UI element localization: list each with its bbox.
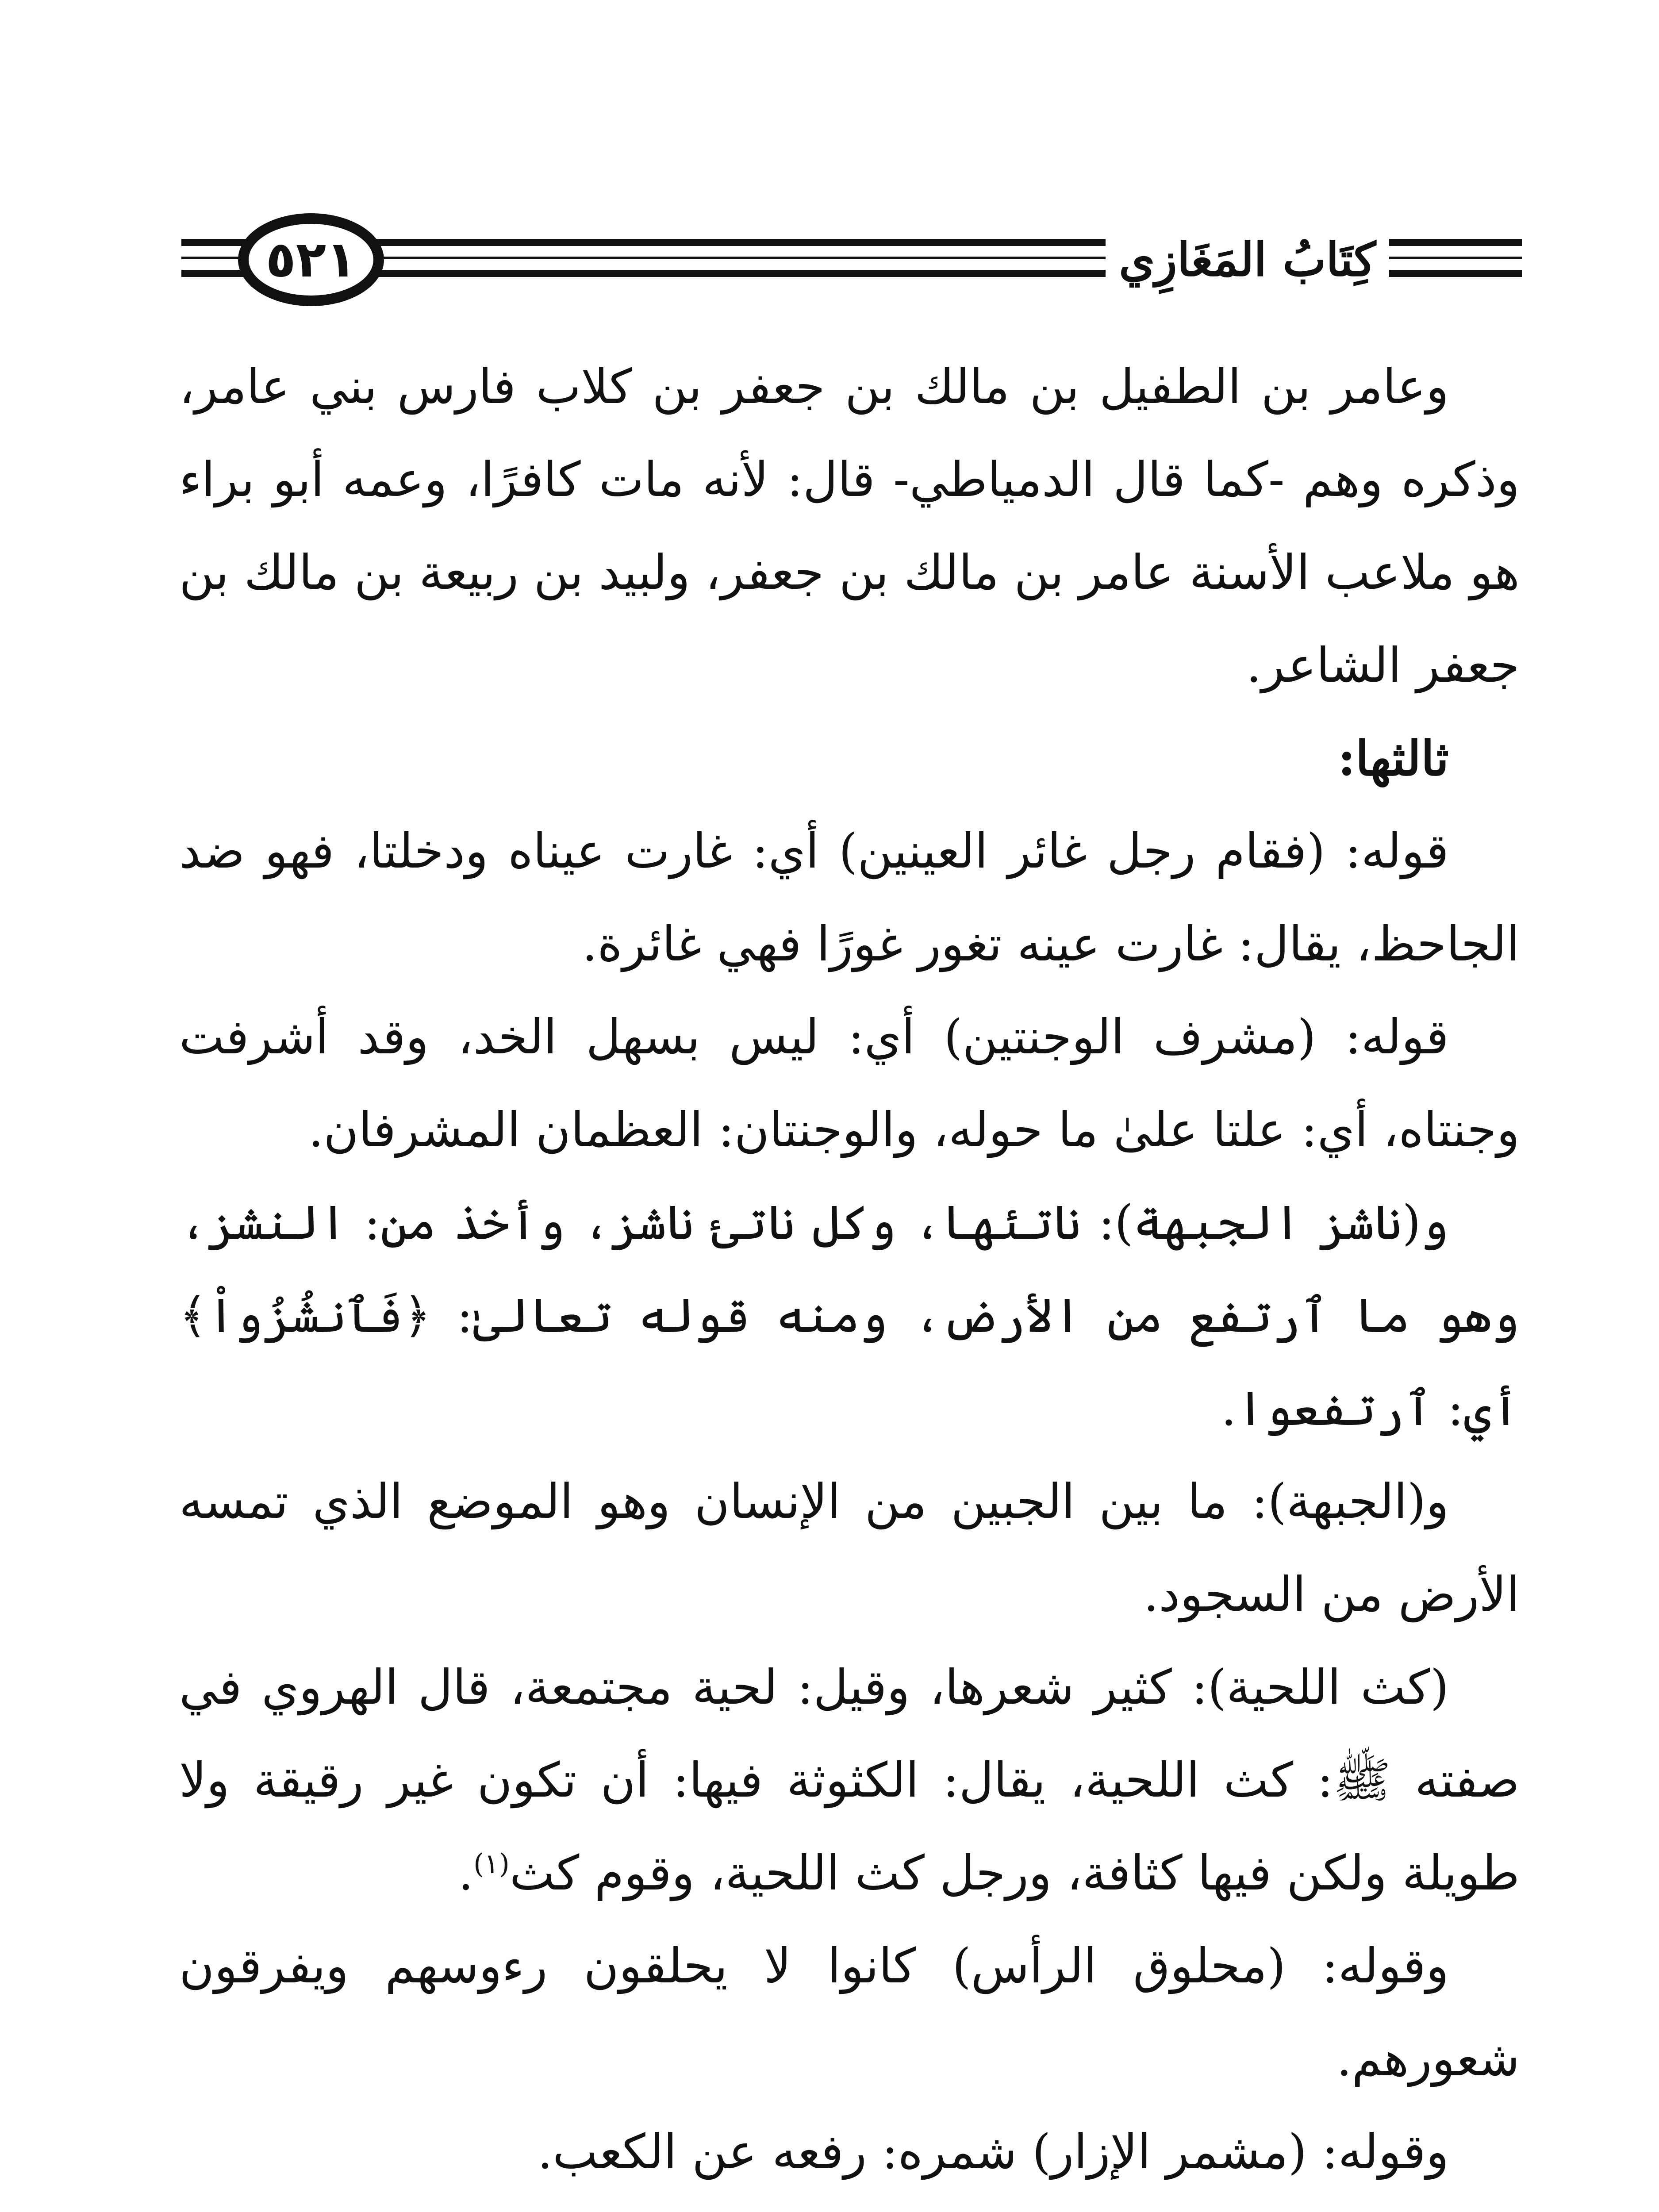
paragraph-text: (كث اللحية): كثير شعرها، وقيل: لحية مجتمعة، قال الهروي في صفته ﷺ: كث اللحية، يقال: الكثوثة فيها: أن تكون غير رقيقة ولا طويلة ولكن فيها كثافة، ورجل كث اللحية، وقوم كث <box>179 1660 1520 1901</box>
page-number: ٥٢١ <box>265 231 357 288</box>
paragraph: وقوله: (مشمر الإزار) شمره: رفعه عن الكعب. <box>537 2124 1449 2180</box>
page-header <box>181 199 1522 319</box>
paragraph: وقوله: (محلوق الرأس) كانوا لا يحلقون رءوسهم ويفرقون شعورهم. <box>179 1939 1520 2087</box>
paragraph-end: . <box>458 1846 474 1901</box>
main-text <box>179 341 1520 2212</box>
paragraph-with-footnote <box>179 1641 1520 1920</box>
paragraph: و(الجبهة): ما بين الجبين من الإنسان وهو الموضع الذي تمسه الأرض من السجود. <box>179 1474 1520 1622</box>
section-heading <box>179 2199 1520 2212</box>
section-heading: ثالثها: <box>1337 731 1449 787</box>
paragraph: و(ناشز الجبهة): ناتئها، وكل ناتئ ناشز، وأخذ من: النشز، وهو ما ٱرتفع من الأرض، ومنه قوله تعالىٰ: ﴿فَٱنشُزُواْ﴾ أي: ٱرتفعوا. <box>179 1195 1520 1436</box>
paragraph: قوله: (مشرف الوجنتين) أي: ليس بسهل الخد، وقد أشرفت وجنتاه، أي: علتا علىٰ ما حوله، والوجنتان: العظمان المشرفان. <box>179 1010 1520 1158</box>
book-title: كِتَابُ المَغَازِي <box>1106 222 1389 297</box>
paragraph: وعامر بن الطفيل بن مالك بن جعفر بن كلاب فارس بني عامر، وذكره وهم -كما قال الدمياطي- قال: لأنه مات كافرًا، وعمه أبو براء هو ملاعب الأسنة عامر بن مالك بن جعفر، ولبيد بن ربيعة بن مالك بن جعفر الشاعر. <box>179 359 1520 693</box>
paragraph: قوله: (فقام رجل غائر العينين) أي: غارت عيناه ودخلتا، فهو ضد الجاحظ، يقال: غارت عينه تغور غورًا فهي غائرة. <box>179 824 1520 972</box>
footnote-reference[interactable]: (١) <box>473 1847 510 1880</box>
page-number-badge <box>238 213 384 306</box>
